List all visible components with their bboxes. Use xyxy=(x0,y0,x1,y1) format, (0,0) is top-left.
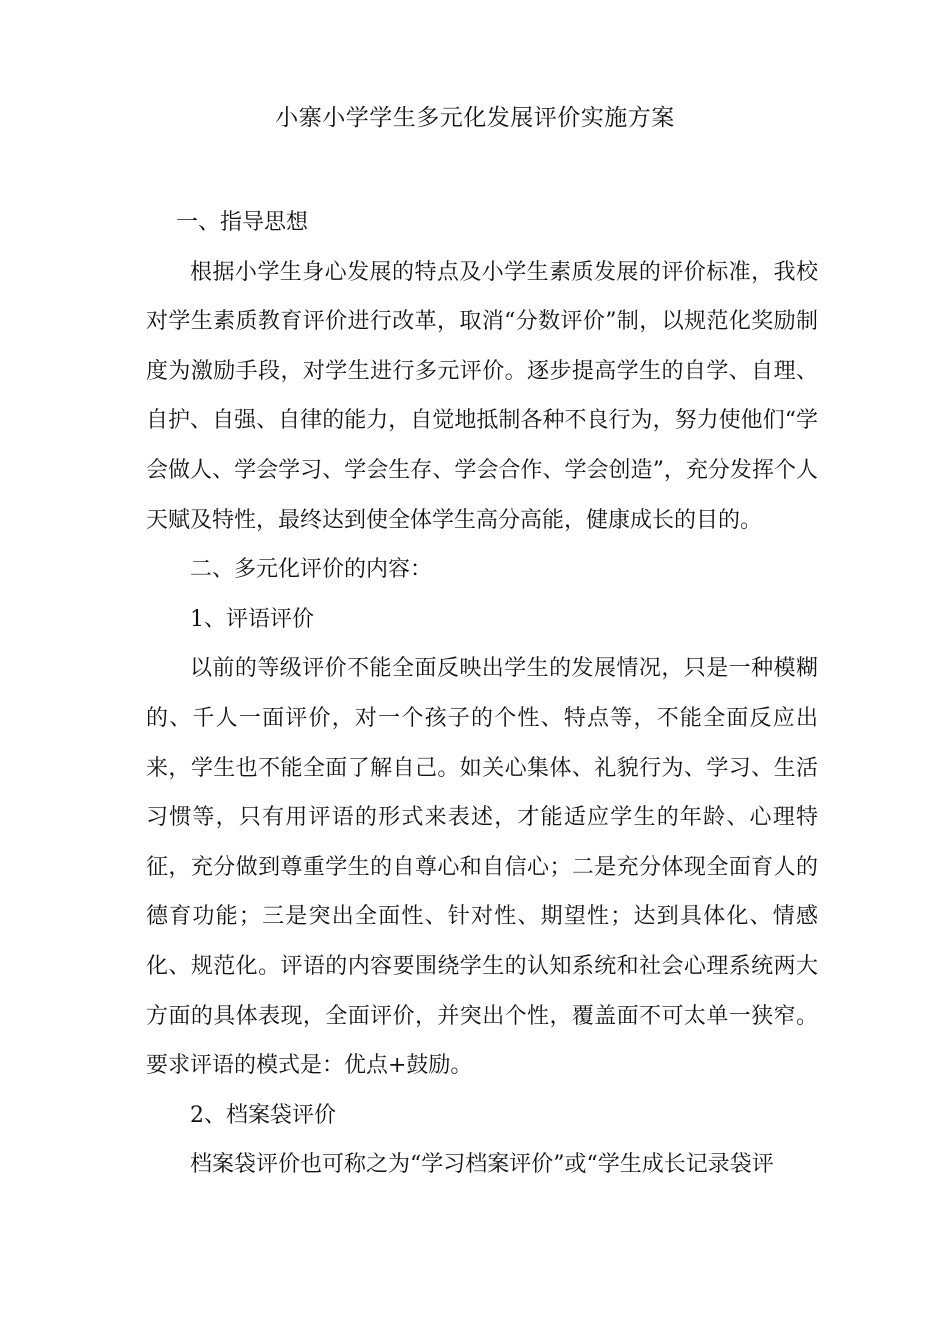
paragraph-portfolio-evaluation: 档案袋评价也可称之为“学习档案评价”或“学生成长记录袋评 xyxy=(190,1152,774,1178)
subheading-comment-evaluation: 1、评语评价 xyxy=(190,606,314,632)
subheading-portfolio-evaluation: 2、档案袋评价 xyxy=(190,1102,336,1128)
section-heading-guiding-ideology: 一、指导思想 xyxy=(176,210,309,235)
paragraph-comment-evaluation: 以前的等级评价不能全面反映出学生的发展情况，只是一种模糊的、千人一面评价，对一个孩子的个性、特点等，不能全面反应出来，学生也不能全面了解自己。如关心集体、礼貌行为、学习、生活习惯等，只有用评语的形式来表述，才能适应学生的年龄、心理特征，充分做到尊重学生的自尊心和自信心；二是充分体现全面育人的德育功能；三是突出全面性、针对性、期望性；达到具体化、情感化、规范化。评语的内容要围绕学生的认知系统和社会心理系统两大方面的具体表现，全面评价，并突出个性，覆盖面不可太单一狭窄。要求评语的模式是：优点+鼓励。 xyxy=(146,656,818,1079)
document-title: 小寨小学学生多元化发展评价实施方案 xyxy=(275,105,675,131)
section-heading-evaluation-content: 二、多元化评价的内容： xyxy=(190,557,433,583)
document-body xyxy=(146,198,818,1190)
paragraph-guiding-ideology: 根据小学生身心发展的特点及小学生素质发展的评价标准，我校对学生素质教育评价进行改革，取消“分数评价”制，以规范化奖励制度为激励手段，对学生进行多元评价。逐步提高学生的自学、自理、自护、自强、自律的能力，自觉地抵制各种不良行为，努力使他们“学会做人、学会学习、学会生存、学会合作、学会创造”，充分发挥个人天赋及特性，最终达到使全体学生高分高能，健康成长的目的。 xyxy=(146,259,818,533)
